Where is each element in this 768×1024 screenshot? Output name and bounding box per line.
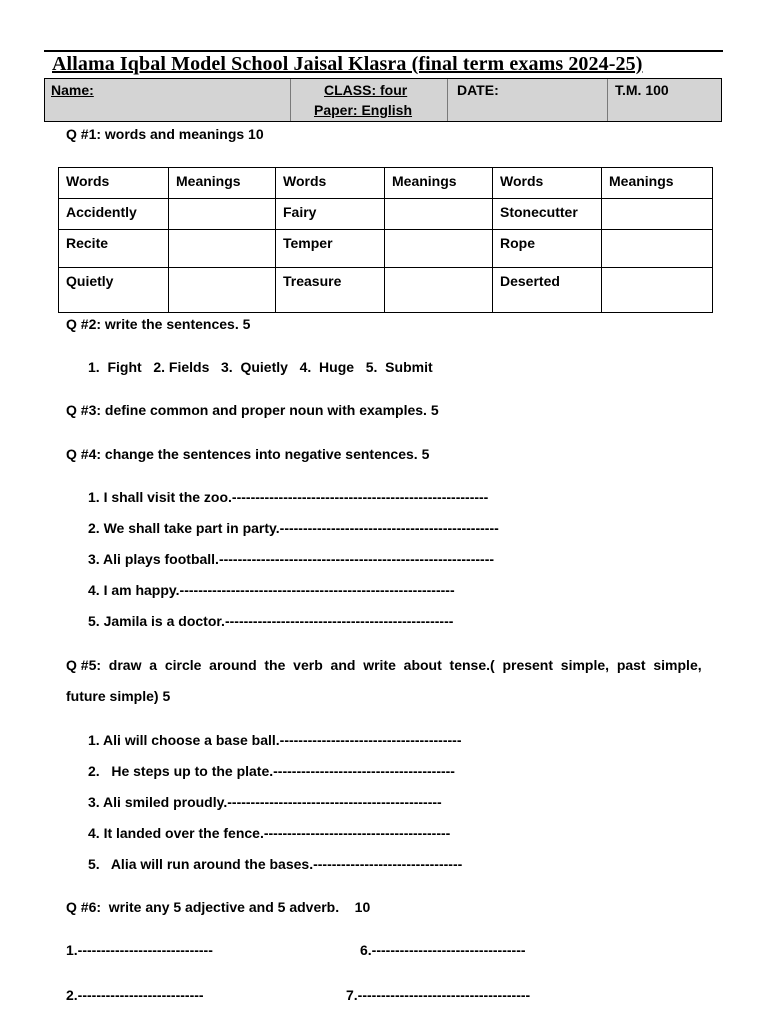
q2-heading: Q #2: write the sentences. 5 <box>66 316 251 332</box>
meaning-cell <box>169 199 276 230</box>
q6-heading: Q #6: write any 5 adjective and 5 adverb. 10 <box>66 899 371 915</box>
answer-line: 2.--------------------------- <box>66 987 204 1003</box>
meaning-cell <box>169 230 276 268</box>
table-row <box>59 199 713 230</box>
top-rule <box>44 50 723 52</box>
list-item: 3. Ali plays football.----------------------------------------------------------- <box>88 551 495 567</box>
answer-line: 7.------------------------------------- <box>346 987 531 1003</box>
list-item: 1. Ali will choose a base ball.--------------------------------------- <box>88 732 462 748</box>
q4-heading: Q #4: change the sentences into negative sentences. 5 <box>66 446 430 462</box>
paper-label: Paper: English <box>314 102 413 118</box>
header-info-bar <box>44 78 722 122</box>
date-label: DATE: <box>457 82 499 98</box>
words-meanings-table <box>58 167 713 313</box>
meaning-cell <box>385 268 493 313</box>
answer-line: 6.--------------------------------- <box>360 942 526 958</box>
column-header: Words <box>493 168 602 199</box>
list-item: 5. Alia will run around the bases.-------------------------------- <box>88 856 463 872</box>
answer-line: 1.----------------------------- <box>66 942 213 958</box>
list-item: 2. We shall take part in party.----------------------------------------------- <box>88 520 499 536</box>
column-header: Words <box>276 168 385 199</box>
class-label: CLASS: four <box>324 82 408 98</box>
q3-heading: Q #3: define common and proper noun with examples. 5 <box>66 402 439 418</box>
class-cell <box>290 79 448 121</box>
name-label: Name: <box>51 82 94 98</box>
total-marks-label: T.M. 100 <box>615 82 669 98</box>
word-cell: Fairy <box>276 199 385 230</box>
date-cell <box>447 79 608 121</box>
q5-heading-continued: future simple) 5 <box>66 688 171 704</box>
list-item: 2. He steps up to the plate.--------------------------------------- <box>88 763 455 779</box>
word-cell: Temper <box>276 230 385 268</box>
table-row <box>59 230 713 268</box>
column-header: Meanings <box>169 168 276 199</box>
column-header: Meanings <box>602 168 713 199</box>
meaning-cell <box>169 268 276 313</box>
meaning-cell <box>385 230 493 268</box>
column-header: Words <box>59 168 169 199</box>
table-header-row <box>59 168 713 199</box>
list-item: 1. I shall visit the zoo.------------------------------------------------------- <box>88 489 489 505</box>
table-row <box>59 268 713 313</box>
page-title: Allama Iqbal Model School Jaisal Klasra (final term exams 2024-25) <box>52 53 643 75</box>
q1-heading: Q #1: words and meanings 10 <box>66 126 264 142</box>
list-item: 4. I am happy.----------------------------------------------------------- <box>88 582 455 598</box>
list-item: 4. It landed over the fence.---------------------------------------- <box>88 825 451 841</box>
word-cell: Rope <box>493 230 602 268</box>
word-cell: Quietly <box>59 268 169 313</box>
q5-heading: Q #5: draw a circle around the verb and write about tense.( present simple, past simple, <box>66 657 702 673</box>
column-header: Meanings <box>385 168 493 199</box>
list-item: 3. Ali smiled proudly.---------------------------------------------- <box>88 794 442 810</box>
list-item: 5. Jamila is a doctor.------------------------------------------------- <box>88 613 454 629</box>
q2-word-list: 1. Fight 2. Fields 3. Quietly 4. Huge 5. Submit <box>88 359 433 375</box>
word-cell: Deserted <box>493 268 602 313</box>
name-cell <box>45 79 291 121</box>
word-cell: Treasure <box>276 268 385 313</box>
word-cell: Stonecutter <box>493 199 602 230</box>
marks-cell <box>607 79 721 121</box>
meaning-cell <box>385 199 493 230</box>
word-cell: Recite <box>59 230 169 268</box>
word-cell: Accidently <box>59 199 169 230</box>
meaning-cell <box>602 268 713 313</box>
meaning-cell <box>602 230 713 268</box>
meaning-cell <box>602 199 713 230</box>
